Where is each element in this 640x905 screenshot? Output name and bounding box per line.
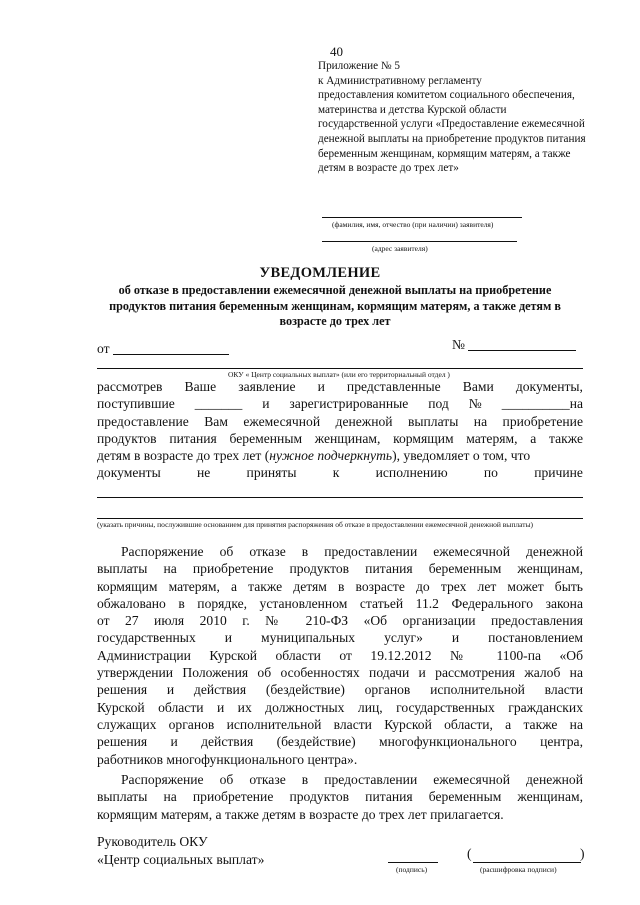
appendix-line: беременным женщинам, кормящим матерям, а также	[318, 147, 571, 160]
appendix-line: предоставления комитетом социального обеспечения,	[318, 89, 575, 102]
applicant-address-caption: (адрес заявителя)	[372, 244, 428, 253]
document-subtitle	[100, 283, 570, 330]
page-number: 40	[330, 44, 343, 59]
paren-close: )	[580, 846, 585, 861]
paragraph-line: работников многофункционального центра».	[97, 751, 358, 767]
signature-decode-caption: (расшифровка подписи)	[480, 865, 557, 874]
paragraph-line: от 27 июля 2010 г. № 210-ФЗ «Об организации предоставления	[97, 613, 583, 629]
appendix-line: денежной выплаты на приобретение продуктов питания	[318, 132, 586, 145]
applicant-name-caption: (фамилия, имя, отчество (при наличии) заявителя)	[332, 220, 494, 229]
attachment-paragraph	[97, 771, 583, 823]
body-line: детям в возрасте до трех лет (нужное подчеркнуть), уведомляет о том, что	[97, 448, 531, 464]
signature-caption: (подпись)	[396, 865, 428, 874]
subtitle-line: возрасте до трех лет	[279, 314, 391, 328]
paragraph-line: утверждении Положения об особенностях подачи и рассмотрения жалоб на	[97, 665, 583, 681]
body-paragraph-1	[97, 378, 583, 482]
paragraph-line: решения и действия (бездействие) многофункционального центра,	[97, 734, 583, 750]
signature-line[interactable]	[388, 862, 438, 863]
reason-line[interactable]	[97, 497, 583, 498]
paragraph-line: государственных и муниципальных услуг» и постановлением	[97, 630, 583, 646]
signature-decode-line[interactable]	[473, 862, 581, 863]
body-line: продуктов питания беременным женщинам, кормящим матерям, а также	[97, 430, 583, 446]
from-label: от	[97, 341, 110, 356]
paragraph-line: выплаты на приобретение продуктов питания беременным женщинам,	[97, 561, 583, 577]
applicant-address-line[interactable]	[322, 241, 517, 242]
appeal-paragraph	[97, 543, 583, 768]
paragraph-line: Курской области и их должностных лиц, государственных гражданских	[97, 699, 583, 715]
paragraph-line: Распоряжение об отказе в предоставлении ежемесячной денежной	[121, 544, 583, 559]
date-field-line[interactable]	[113, 354, 229, 355]
paragraph-line: кормящим матерям, а также детям в возрасте до трех лет может быть	[97, 578, 583, 594]
paragraph-line: служащих органов исполнительной власти Курской области, а также на	[97, 716, 583, 732]
organization-caption: ОКУ « Центр социальных выплат» (или его территориальный отдел )	[228, 370, 450, 379]
appendix-line: Приложение № 5	[318, 60, 400, 72]
document-title: УВЕДОМЛЕНИЕ	[259, 265, 381, 281]
body-line: рассмотрев Ваше заявление и представленные Вами документы,	[97, 379, 583, 394]
organization-name: «Центр социальных выплат»	[97, 852, 265, 867]
number-field-line[interactable]	[468, 350, 576, 351]
paragraph-line: выплаты на приобретение продуктов питания беременным женщинам,	[97, 789, 583, 805]
organization-line[interactable]	[97, 368, 583, 369]
reason-caption: (указать причины, послужившие основанием для принятия распоряжения об отказе в предоставлении ежемесячной денежной выплаты)	[97, 520, 534, 529]
number-label: №	[452, 337, 465, 352]
appendix-line: детям в возрасте до трех лет»	[318, 162, 459, 175]
appendix-line: государственной услуги «Предоставление ежемесячной	[318, 118, 585, 131]
body-line: предоставление Вам ежемесячной денежной выплаты на приобретение	[97, 413, 583, 429]
body-line: документы не приняты к исполнению по причине	[97, 465, 583, 481]
applicant-name-line[interactable]	[322, 217, 522, 218]
paragraph-line: обжаловано в порядке, установленном статьей 11.2 Федерального закона	[97, 595, 583, 611]
appendix-header	[318, 59, 618, 176]
body-line: поступившие _______ и зарегистрированные под № __________на	[97, 396, 583, 412]
paren-open: (	[467, 846, 472, 861]
paragraph-line: кормящим матерям, а также детям в возрасте до трех лет прилагается.	[97, 806, 504, 822]
subtitle-line: продуктов питания беременным женщинам, кормящим матерям, а также детям в	[109, 298, 561, 313]
paragraph-line: Распоряжение об отказе в предоставлении ежемесячной денежной	[121, 772, 583, 787]
appendix-line: к Административному регламенту	[318, 74, 482, 87]
paragraph-line: решения и действия (бездействие) органов исполнительной власти	[97, 682, 583, 698]
paragraph-line: Администрации Курской области от 19.12.2012 № 1100-па «Об	[97, 647, 583, 663]
reason-line[interactable]	[97, 518, 583, 519]
head-title: Руководитель ОКУ	[97, 834, 208, 849]
subtitle-line: об отказе в предоставлении ежемесячной денежной выплаты на приобретение	[118, 283, 552, 297]
appendix-line: материнства и детства Курской области	[318, 103, 507, 116]
